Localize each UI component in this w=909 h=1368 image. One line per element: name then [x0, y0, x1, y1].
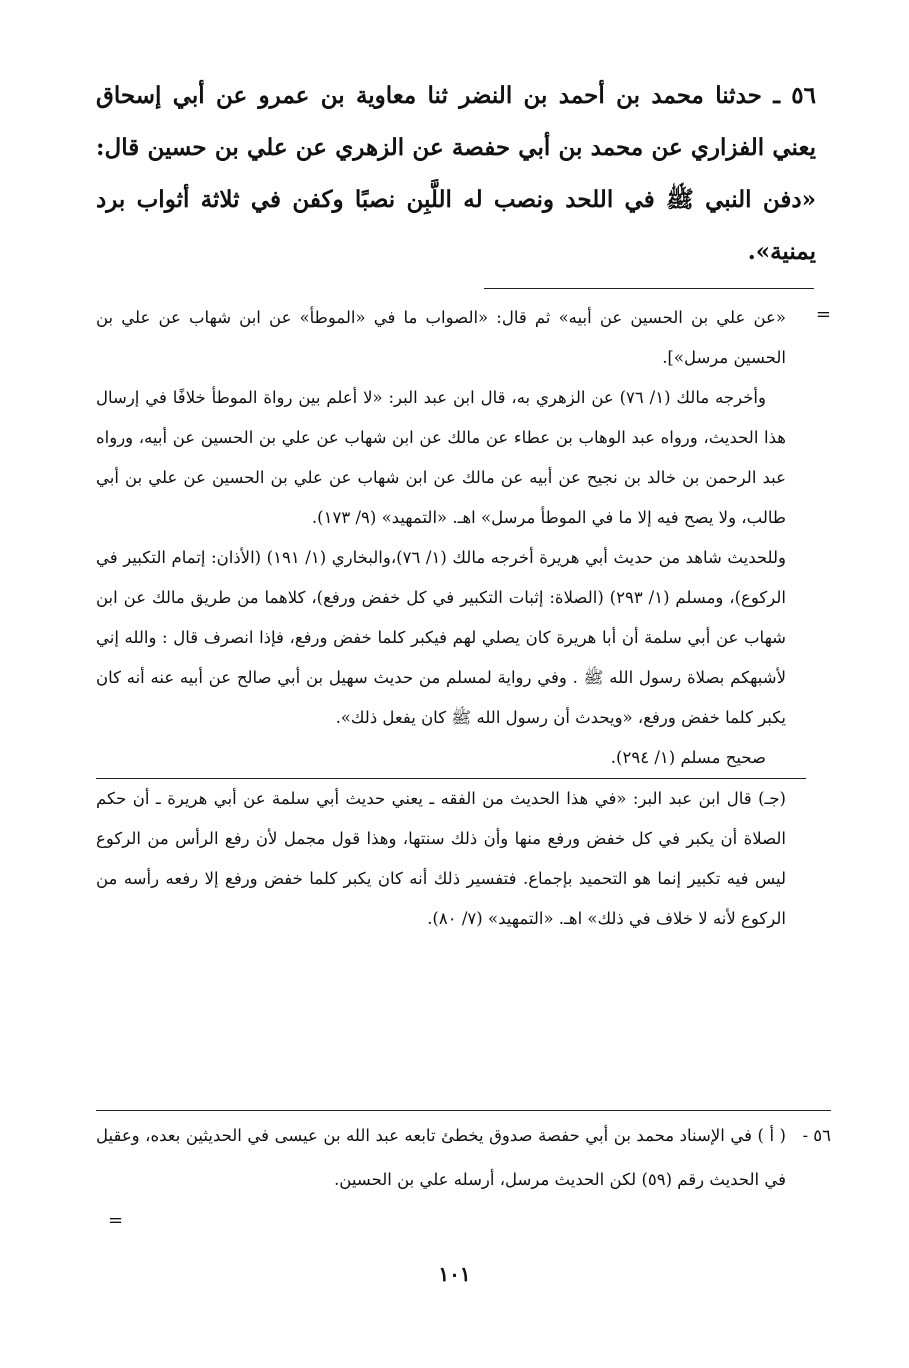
footnote-continuation-mark: =	[815, 304, 831, 325]
footnote-paragraph: (جـ) قال ابن عبد البر: «في هذا الحديث من الفقه ـ يعني حديث أبي سلمة عن أبي هريرة ـ أن حكم الصلاة أن يكبر في كل خفض ورفع منها وأن ذلك سنتها، وهذا قول مجمل لأن رفع الرأس من الركوع ليس فيه تكبير إنما هو التحميد بإجماع. فتفسير ذلك أنه كان يكبر كلما خفض ورفع إلا رفعه رأسه من الركوع لأنه لا خلاف في ذلك» اهـ. «التمهيد» (٧/ ٨٠).	[96, 789, 786, 928]
page-number: ١٠١	[438, 1262, 471, 1286]
hadith-body: حدثنا محمد بن أحمد بن النضر ثنا معاوية بن عمرو عن أبي إسحاق يعني الفزاري عن محمد بن أبي حفصة عن الزهري عن علي بن حسين قال: «دفن النبي ﷺ في اللحد ونصب له اللَّبِن نصبًا وكفن في ثلاثة أثواب برد يمنية».	[96, 82, 816, 265]
main-hadith-text	[96, 70, 816, 278]
hadith-note-continuation-mark: =	[108, 1210, 124, 1231]
footnote-paragraph: صحيح مسلم (١/ ٢٩٤).	[610, 748, 766, 767]
hadith-note-divider	[96, 1110, 831, 1111]
hadith-note-label: ٥٦ -	[802, 1126, 831, 1145]
footnote-paragraph: «عن علي بن الحسين عن أبيه» ثم قال: «الصواب ما في «الموطأ» عن ابن شهاب عن علي بن الحسين مرسل»].	[96, 308, 786, 367]
hadith-note-body: ( أ ) في الإسناد محمد بن أبي حفصة صدوق يخطئ تابعه عبد الله بن عيسى في الحديثين بعده، وعقيل في الحديث رقم (٥٩) لكن الحديث مرسل، أرسله علي بن الحسين.	[96, 1126, 786, 1189]
footnote-paragraph: وأخرجه مالك (١/ ٧٦) عن الزهري به، قال ابن عبد البر: «لا أعلم بين رواة الموطأ خلافًا في إرسال هذا الحديث، ورواه عبد الوهاب بن عطاء عن مالك عن ابن شهاب عن علي بن الحسين عن أبيه، ورواه عبد الرحمن بن خالد بن نجيح عن أبيه عن مالك عن ابن شهاب عن علي بن الحسين عن علي بن أبي طالب، ولا يصح فيه إلا ما في الموطأ مرسل» اهـ. «التمهيد» (٩/ ١٧٣).	[96, 388, 786, 527]
footnote-paragraph: وللحديث شاهد من حديث أبي هريرة أخرجه مالك (١/ ٧٦)،والبخاري (١/ ١٩١) (الأذان: إتمام التكبير في الركوع)، ومسلم (١/ ٢٩٣) (الصلاة: إثبات التكبير في كل خفض ورفع)، كلاهما من طريق مالك عن ابن شهاب عن أبي سلمة أن أبا هريرة كان يصلي لهم فيكبر كلما خفض ورفع، فإذا انصرف قال : والله إني لأشبهكم بصلاة رسول الله ﷺ . وفي رواية لمسلم من حديث سهيل بن أبي صالح عن أبيه عنه أنه كان يكبر كلما خفض ورفع، «ويحدث أن رسول الله ﷺ كان يفعل ذلك».	[96, 548, 786, 727]
footnotes-block	[96, 298, 786, 939]
footnote-separator	[484, 288, 814, 289]
hadith-number: ٥٦ ـ	[773, 82, 816, 109]
hadith-note	[96, 1114, 831, 1202]
